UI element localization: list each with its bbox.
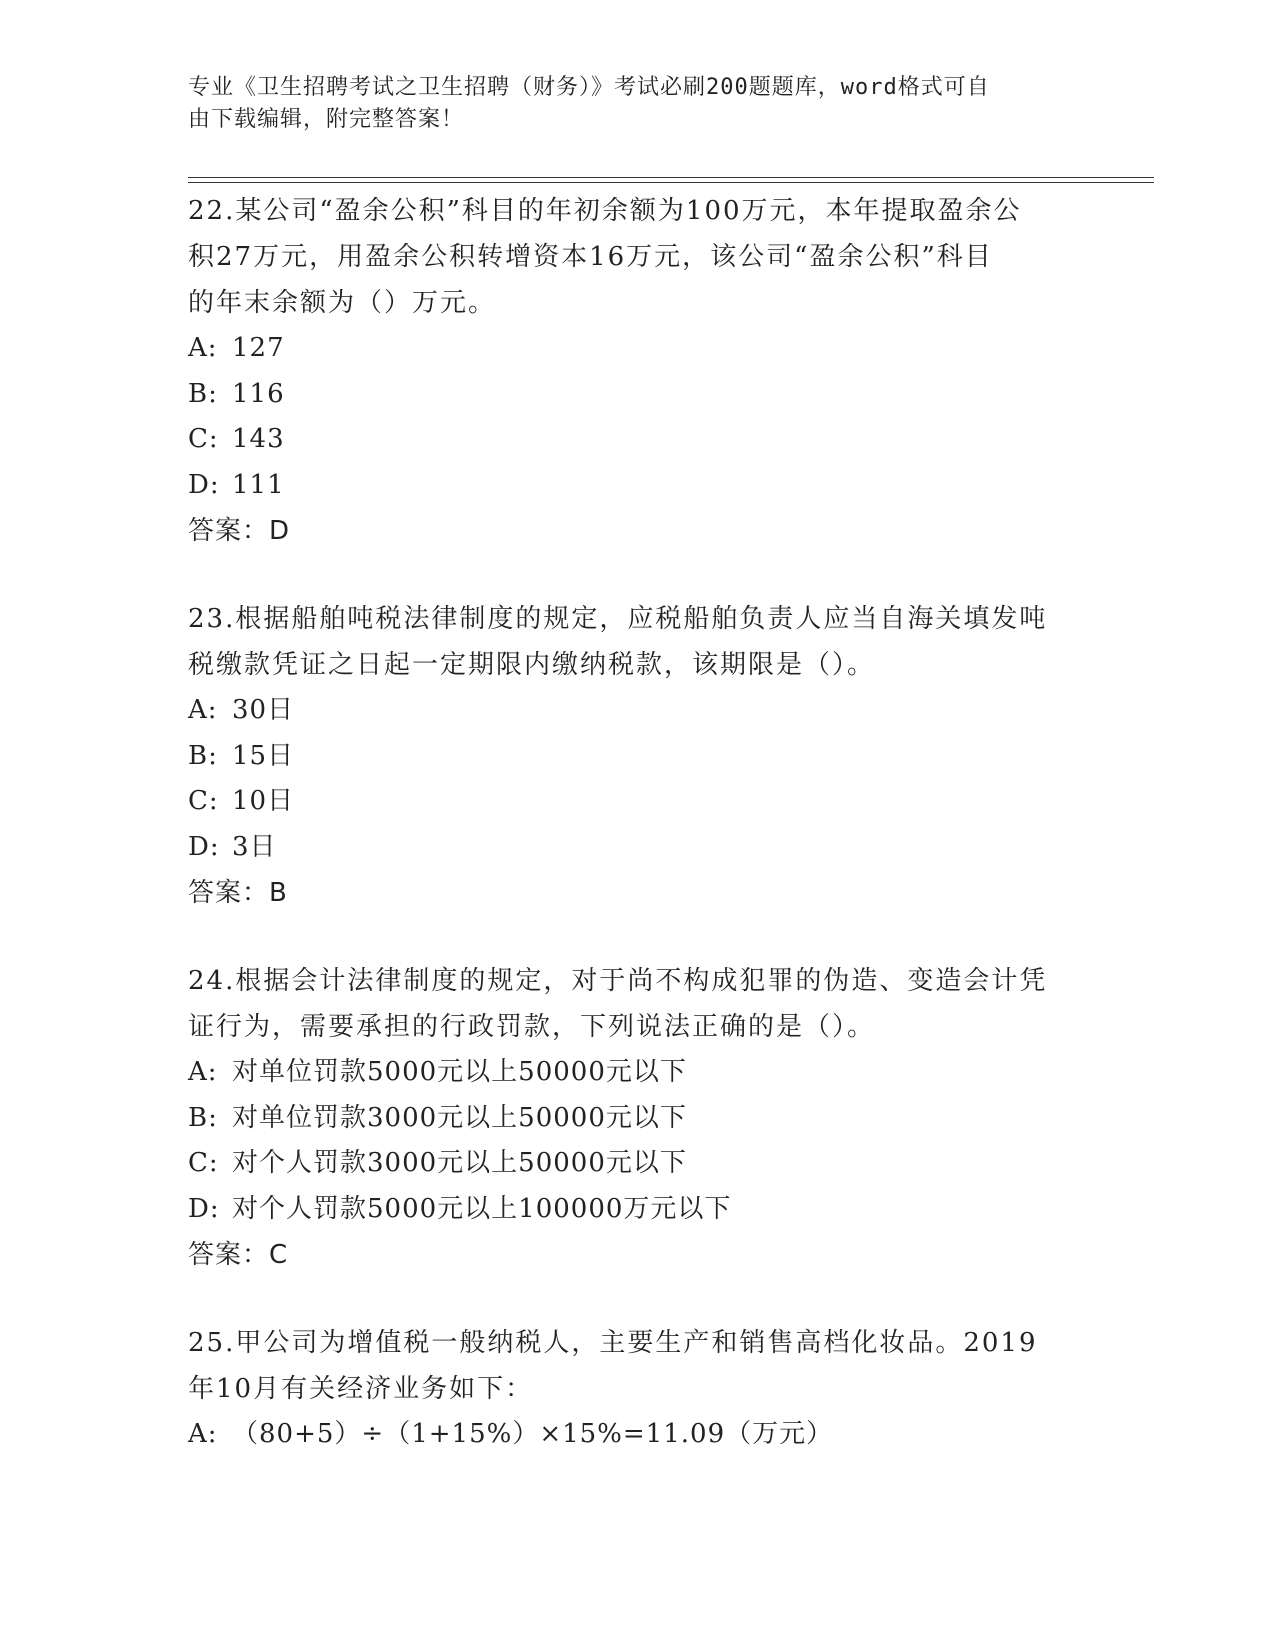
question-stem-line: 22.某公司“盈余公积”科目的年初余额为100万元，本年提取盈余公 — [188, 196, 1022, 226]
option-letter: D: — [188, 469, 220, 500]
header-divider-bottom — [188, 182, 1154, 183]
option-letter: C: — [188, 1148, 219, 1178]
option-letter: C: — [188, 424, 219, 454]
option-text: 143 — [232, 424, 285, 454]
answer-line: 答案：D — [188, 516, 291, 546]
question-stem-line: 证行为，需要承担的行政罚款，下列说法正确的是（）。 — [188, 1012, 876, 1042]
option-b — [188, 372, 1088, 418]
option-letter: D: — [188, 1193, 220, 1224]
option-text: 对个人罚款3000元以上50000元以下 — [232, 1148, 687, 1178]
option-letter: D: — [188, 831, 220, 862]
question-stem-line: 24.根据会计法律制度的规定，对于尚不构成犯罪的伪造、变造会计凭 — [188, 966, 1048, 996]
question-22 — [188, 188, 1088, 554]
option-text: 127 — [232, 333, 285, 363]
option-a — [188, 688, 1088, 734]
option-text: 15日 — [232, 740, 295, 771]
option-a — [188, 326, 1088, 372]
option-letter: A: — [188, 1419, 218, 1449]
question-stem-line: 23.根据船舶吨税法律制度的规定，应税船舶负责人应当自海关填发吨 — [188, 604, 1048, 634]
option-letter: A: — [188, 695, 218, 725]
answer-line: 答案：B — [188, 878, 288, 908]
option-text: 对单位罚款5000元以上50000元以下 — [232, 1057, 687, 1087]
option-text: 116 — [232, 378, 285, 409]
header-divider-top — [188, 177, 1154, 178]
option-text: （80+5）÷（1+15%）×15%=11.09（万元） — [232, 1419, 834, 1449]
question-stem-line: 税缴款凭证之日起一定期限内缴纳税款，该期限是（）。 — [188, 650, 876, 680]
option-c — [188, 779, 1088, 825]
option-text: 30日 — [232, 695, 295, 725]
option-text: 10日 — [232, 786, 295, 816]
header-line-2: 由下载编辑，附完整答案！ — [188, 107, 465, 132]
option-d — [188, 1187, 1088, 1233]
option-d — [188, 825, 1088, 871]
option-letter: B: — [188, 378, 218, 409]
option-letter: A: — [188, 1057, 218, 1087]
question-stem-line: 的年末余额为（）万元。 — [188, 288, 497, 318]
question-24 — [188, 958, 1088, 1278]
option-b — [188, 1096, 1088, 1142]
option-c — [188, 1141, 1088, 1187]
question-list — [188, 188, 1088, 1458]
option-text: 对单位罚款3000元以上50000元以下 — [232, 1102, 687, 1133]
option-text: 对个人罚款5000元以上100000万元以下 — [232, 1193, 732, 1224]
question-stem-line: 积27万元，用盈余公积转增资本16万元，该公司“盈余公积”科目 — [188, 242, 993, 272]
option-letter: C: — [188, 786, 219, 816]
document-header — [188, 72, 1068, 136]
question-23 — [188, 596, 1088, 916]
option-d — [188, 463, 1088, 509]
option-b — [188, 734, 1088, 780]
option-text: 111 — [232, 469, 285, 500]
option-text: 3日 — [232, 831, 277, 862]
option-letter: B: — [188, 740, 218, 771]
option-letter: A: — [188, 333, 218, 363]
question-stem-line: 年10月有关经济业务如下： — [188, 1374, 534, 1404]
option-letter: B: — [188, 1102, 218, 1133]
question-25 — [188, 1320, 1088, 1458]
option-a — [188, 1412, 1088, 1458]
option-a — [188, 1050, 1088, 1096]
option-c — [188, 417, 1088, 463]
header-line-1: 专业《卫生招聘考试之卫生招聘（财务）》考试必刷200题题库，word格式可自 — [188, 75, 990, 100]
question-stem-line: 25.甲公司为增值税一般纳税人，主要生产和销售高档化妆品。2019 — [188, 1328, 1038, 1358]
answer-line: 答案：C — [188, 1240, 289, 1270]
